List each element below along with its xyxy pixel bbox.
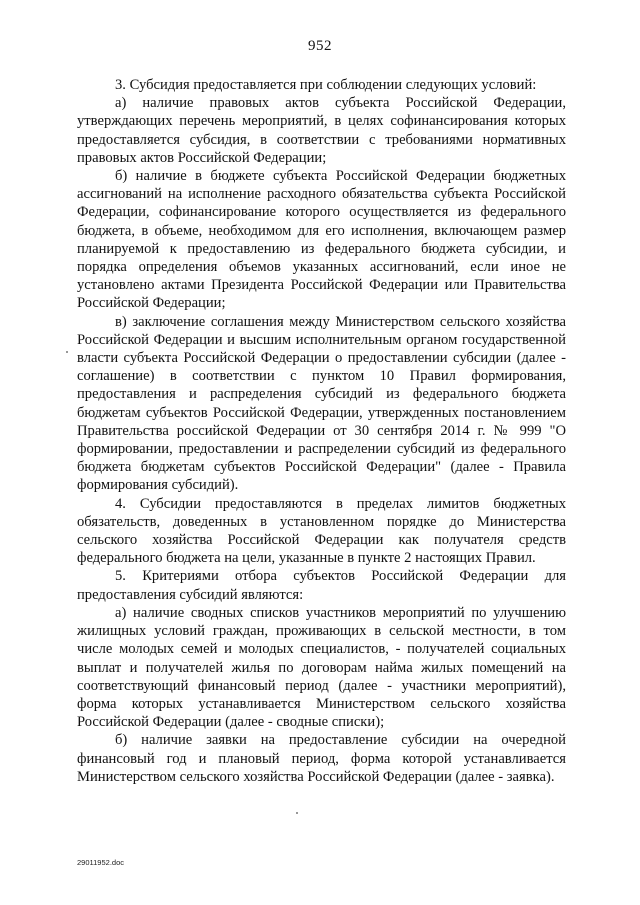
paragraph-4: 4. Субсидии предоставляются в пределах лимитов бюджетных обязательств, доведенных в установленном порядке до Министерства сельского хозяйства Российской Федерации как получателя средств федерального бюджета на цели, указанные в пункте 2 настоящих Правил. — [77, 495, 566, 567]
page-number: 952 — [308, 38, 332, 54]
paragraph-3v: в) заключение соглашения между Министерством сельского хозяйства Российской Федерации и высшим исполнительным органом государственной власти субъекта Российской Федерации о предоставлении субсидии (далее - соглашение) в соответствии с пунктом 10 Правил формирования, предоставления и распределения субсидий из федерального бюджета бюджетам субъектов Российской Федерации, утвержденных постановлением Правительства российской Федерации от 30 сентября 2014 г. № 999 "О формировании, предоставлении и распределении субсидий из федерального бюджета бюджетам субъектов Российской Федерации" (далее - Правила формирования субсидий). — [77, 313, 566, 494]
scan-speck — [66, 351, 68, 353]
paragraph-3: 3. Субсидия предоставляется при соблюдении следующих условий: — [115, 77, 537, 93]
scan-speck — [296, 812, 298, 814]
paragraph-3a: а) наличие правовых актов субъекта Российской Федерации, утверждающих перечень мероприятий, в целях софинансирования которых предоставляется субсидия, в соответствии с требованиями нормативных правовых актов Российской Федерации; — [77, 95, 566, 166]
paragraph-5: 5. Критериями отбора субъектов Российской Федерации для предоставления субсидий являются: — [77, 568, 566, 603]
paragraph-3b: б) наличие в бюджете субъекта Российской Федерации бюджетных ассигнований на исполнение расходного обязательства субъекта Российской Федерации, софинансирование которого осуществляется из федерального бюджета, в объеме, необходимом для его исполнения, включающем размер планируемой к предоставлению из федерального бюджета субсидии, и порядка определения объемов указанных ассигнований, если иное не установлено актами Президента Российской Федерации или Правительства Российской Федерации; — [77, 168, 566, 312]
file-name-footer: 29011952.doc — [77, 858, 124, 867]
document-body — [77, 76, 566, 786]
paragraph-5b: б) наличие заявки на предоставление субсидии на очередной финансовый год и плановый период, форма которой устанавливается Министерством сельского хозяйства Российской Федерации (далее - заявка). — [77, 732, 566, 785]
paragraph-5a: а) наличие сводных списков участников мероприятий по улучшению жилищных условий граждан, проживающих в сельской местности, в том числе молодых семей и молодых специалистов, - получателей социальных выплат и получателей жилья по договорам найма жилых помещений на соответствующий финансовый период (далее - участники мероприятий), форма которых устанавливается Министерством сельского хозяйства Российской Федерации (далее - сводные списки); — [77, 604, 566, 731]
